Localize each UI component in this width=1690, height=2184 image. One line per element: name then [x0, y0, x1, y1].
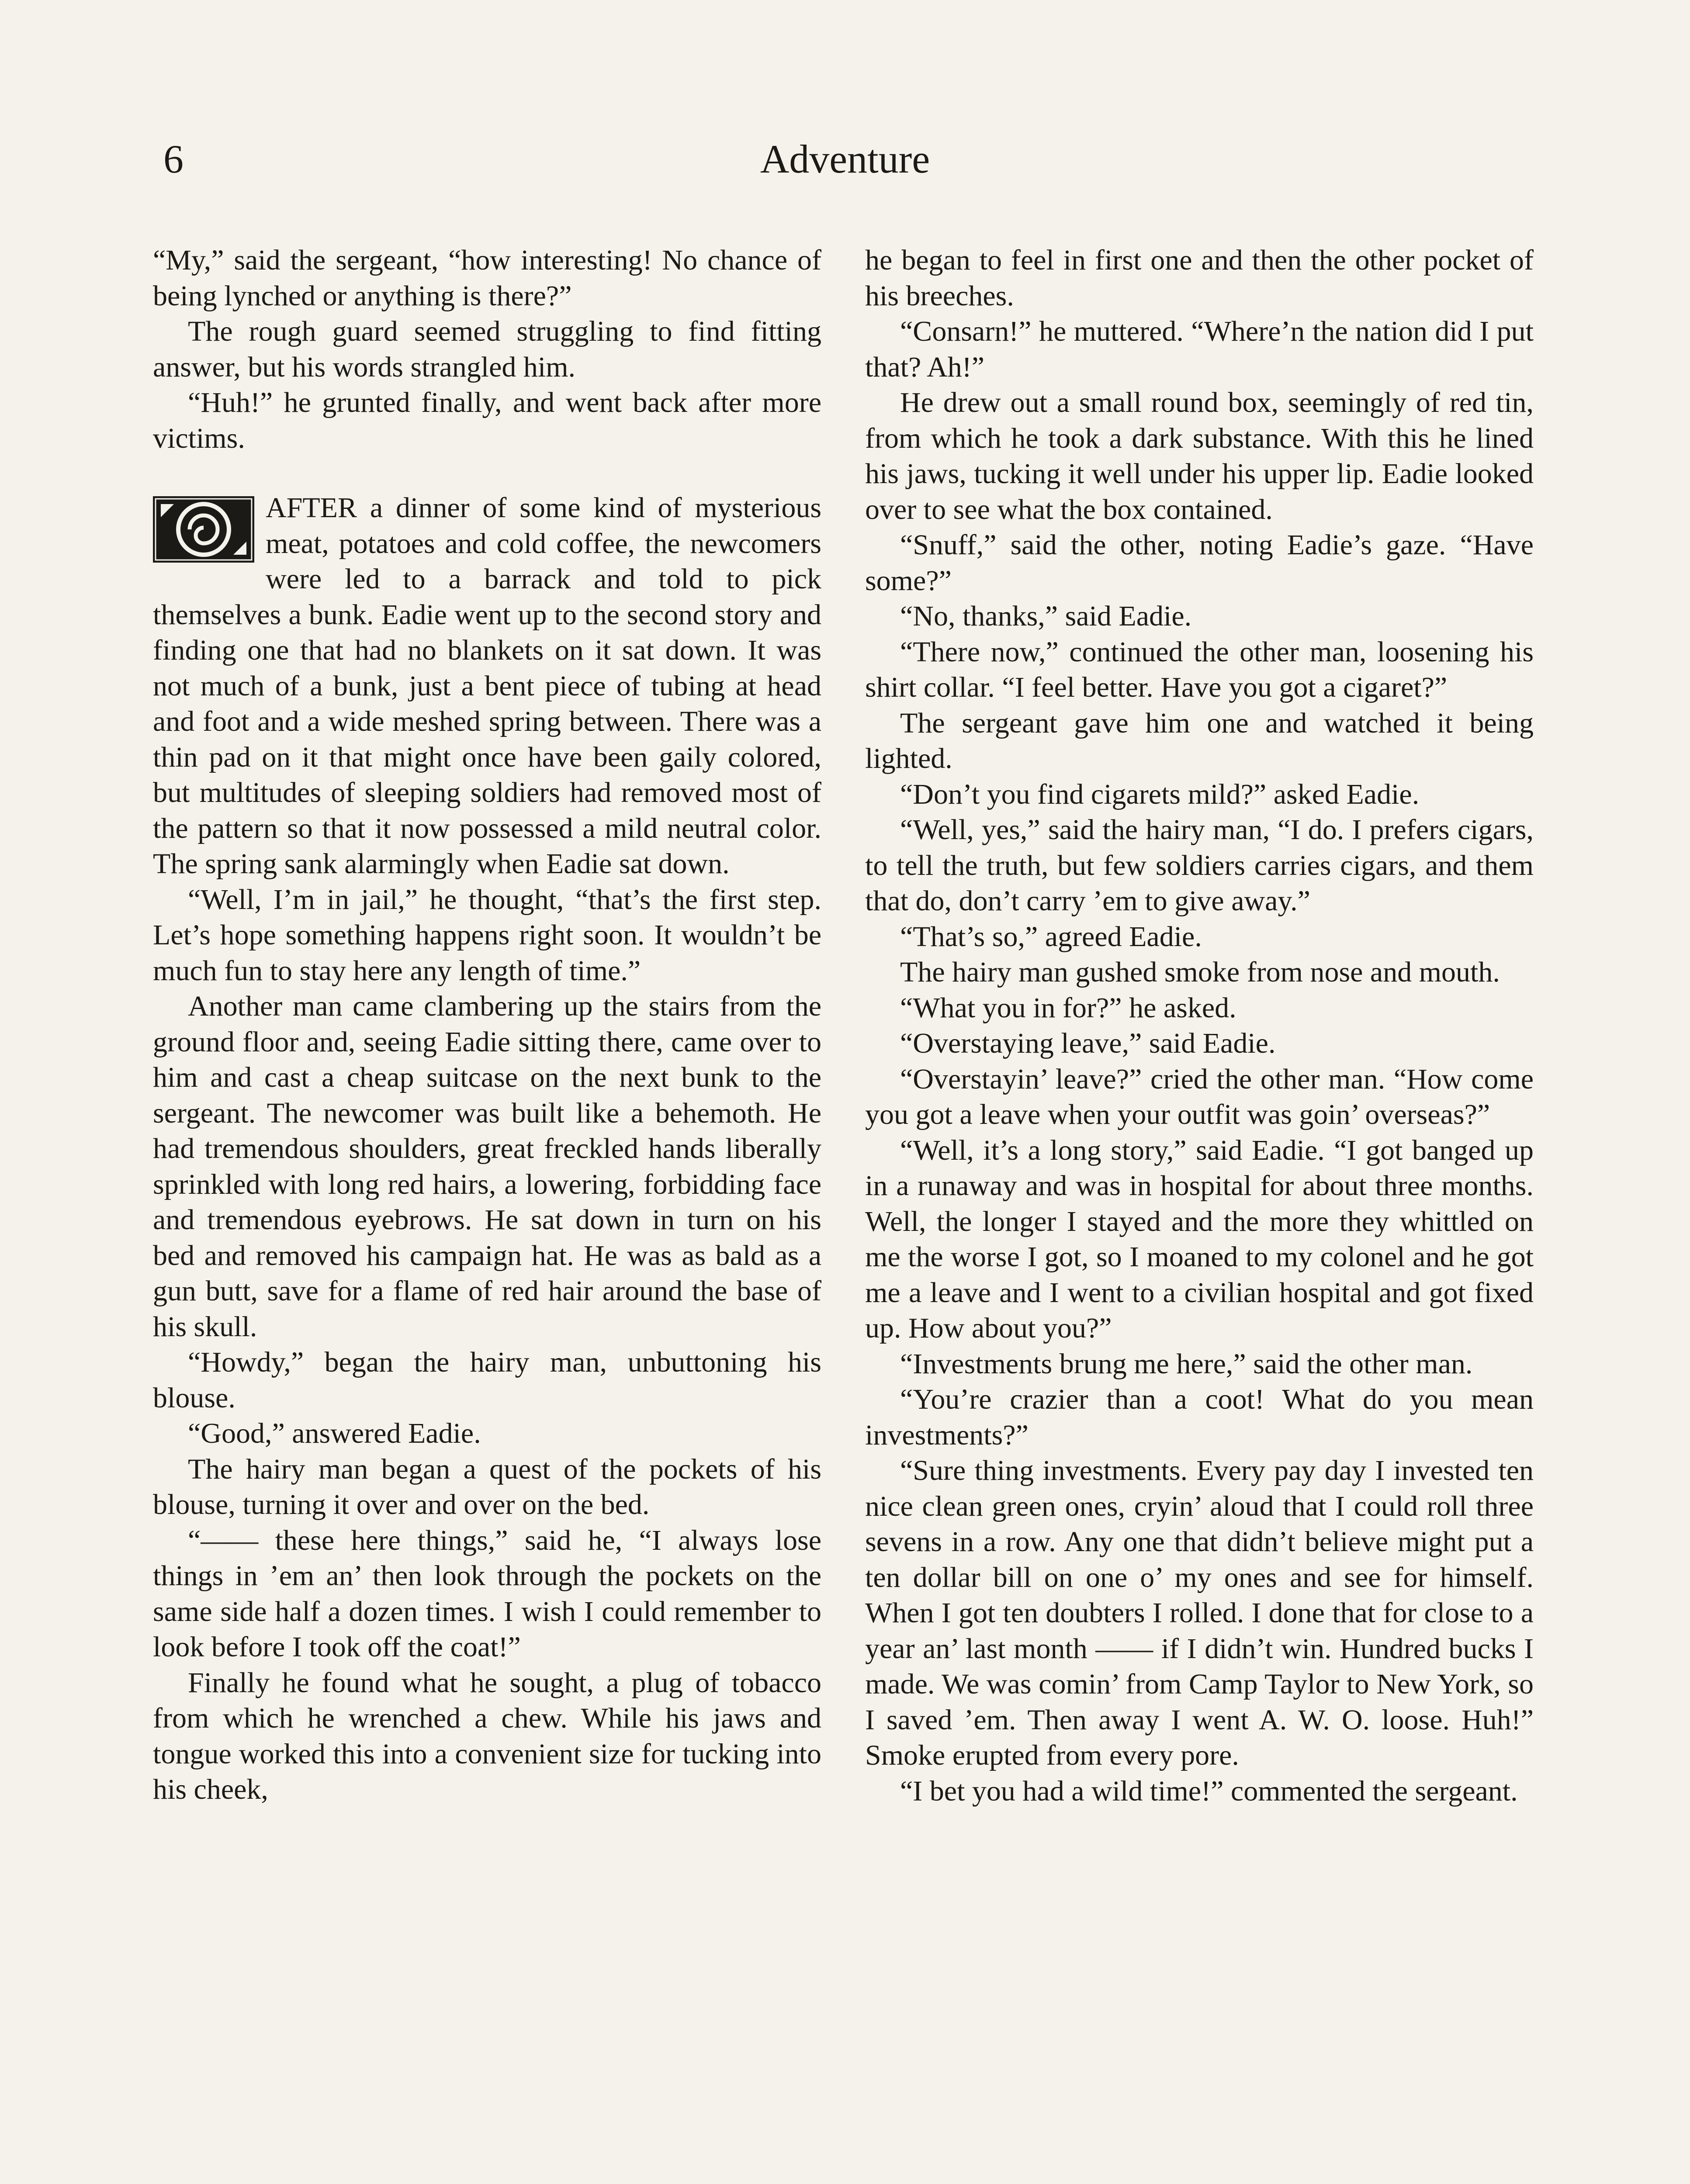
- paragraph: “Overstaying leave,” said Eadie.: [900, 1027, 1276, 1059]
- paragraph: “Overstayin’ leave?” cried the other man. “How come you got a leave when your outfit was goin’ overseas?”: [865, 1063, 1534, 1130]
- paragraph: The hairy man began a quest of the pockets of his blouse, turning it over and over on the bed.: [153, 1453, 821, 1521]
- right-column: [865, 242, 1534, 1809]
- paragraph: The hairy man gushed smoke from nose and mouth.: [900, 956, 1500, 988]
- left-column: [153, 242, 821, 1807]
- paragraph: “Well, yes,” said the hairy man, “I do. I prefers cigars, to tell the truth, but few soldiers carries cigars, and them that do, don’t carry ’em to give away.”: [865, 814, 1534, 917]
- paragraph: Finally he found what he sought, a plug of tobacco from which he wrenched a chew. While his jaws and tongue worked this into a convenient size for tucking into his cheek,: [153, 1666, 821, 1805]
- paragraph: “Sure thing investments. Every pay day I invested ten nice clean green ones, cryin’ aloud that I could roll three sevens in a row. Any one that didn’t believe might put a ten dollar bill on one o’ my ones and see for himself. When I got ten doubters I rolled. I done that for close to a year an’ last month —— if I didn’t win. Hundred bucks I made. We was comin’ from Camp Taylor to New York, so I saved ’em. Then away I went A. W. O. loose. Huh!” Smoke erupted from every pore.: [865, 1455, 1534, 1771]
- paragraph: Another man came clambering up the stairs from the ground floor and, seeing Eadie sitting there, came over to him and cast a cheap suitcase on the next bunk to the sergeant. The newcomer was built like a behemoth. He had tremendous shoulders, great freckled hands liberally sprinkled with long red hairs, a lowering, forbidding face and tremendous eyebrows. He sat down in turn on his bed and removed his campaign hat. He was as bald as a gun butt, save for a flame of red hair around the base of his skull.: [153, 990, 821, 1343]
- section-break: [153, 456, 821, 490]
- paragraph: “Well, it’s a long story,” said Eadie. “I got banged up in a runaway and was in hospital for about three months. Well, the longer I stayed and the more they whittled on me the worse I got, so I moaned to my colonel and he got me a leave and I went to a civilian hospital and got fixed up. How about you?”: [865, 1134, 1534, 1344]
- paragraph: “Well, I’m in jail,” he thought, “that’s the first step. Let’s hope something happens right soon. It wouldn’t be much fun to stay here any length of time.”: [153, 883, 821, 987]
- paragraph: “Consarn!” he muttered. “Where’n the nation did I put that? Ah!”: [865, 315, 1534, 383]
- paragraph: The sergeant gave him one and watched it being lighted.: [865, 707, 1534, 774]
- running-head-title: Adventure: [760, 137, 930, 181]
- paragraph: “Investments brung me here,” said the other man.: [900, 1348, 1473, 1380]
- paragraph: AFTER a dinner of some kind of mysterious meat, potatoes and cold coffee, the newcomers were led to a barrack and told to pick themselves a bunk. Eadie went up to the second story and finding one that had no blankets on it sat down. It was not much of a bunk, just a bent piece of tubing at head and foot and a wide meshed spring between. There was a thin pad on it that might once have been gaily colored, but multitudes of sleeping soldiers had removed most of the pattern so that it now possessed a mild neutral color. The spring sank alarmingly when Eadie sat down.: [153, 492, 821, 880]
- paragraph: “Good,” answered Eadie.: [188, 1417, 481, 1449]
- ornamental-initial-icon: [153, 496, 254, 563]
- paragraph: “—— these here things,” said he, “I always lose things in ’em an’ then look through the pockets on the same side half a dozen times. I wish I could remember to look before I took off the coat!”: [153, 1524, 821, 1663]
- paragraph: “Snuff,” said the other, noting Eadie’s gaze. “Have some?”: [865, 529, 1534, 597]
- paragraph: he began to feel in first one and then the other pocket of his breeches.: [865, 244, 1534, 312]
- page-number: 6: [163, 137, 184, 181]
- paragraph: “I bet you had a wild time!” commented the sergeant.: [900, 1775, 1518, 1807]
- paragraph: He drew out a small round box, seemingly of red tin, from which he took a dark substance. With this he lined his jaws, tucking it well under his upper lip. Eadie looked over to see what the box contained.: [865, 387, 1534, 525]
- paragraph: “No, thanks,” said Eadie.: [900, 600, 1192, 632]
- paragraph: “You’re crazier than a coot! What do you mean investments?”: [865, 1383, 1534, 1451]
- paragraph: “My,” said the sergeant, “how interesting! No chance of being lynched or anything is there?”: [153, 244, 821, 312]
- paragraph: “What you in for?” he asked.: [900, 992, 1236, 1024]
- paragraph: “That’s so,” agreed Eadie.: [900, 920, 1202, 953]
- paragraph: The rough guard seemed struggling to find fitting answer, but his words strangled him.: [153, 315, 821, 383]
- paragraph: “There now,” continued the other man, loosening his shirt collar. “I feel better. Have you got a cigaret?”: [865, 636, 1534, 703]
- paragraph: “Huh!” he grunted finally, and went back after more victims.: [153, 387, 821, 454]
- paragraph: “Don’t you find cigarets mild?” asked Eadie.: [900, 778, 1420, 810]
- paragraph: “Howdy,” began the hairy man, unbuttoning his blouse.: [153, 1346, 821, 1414]
